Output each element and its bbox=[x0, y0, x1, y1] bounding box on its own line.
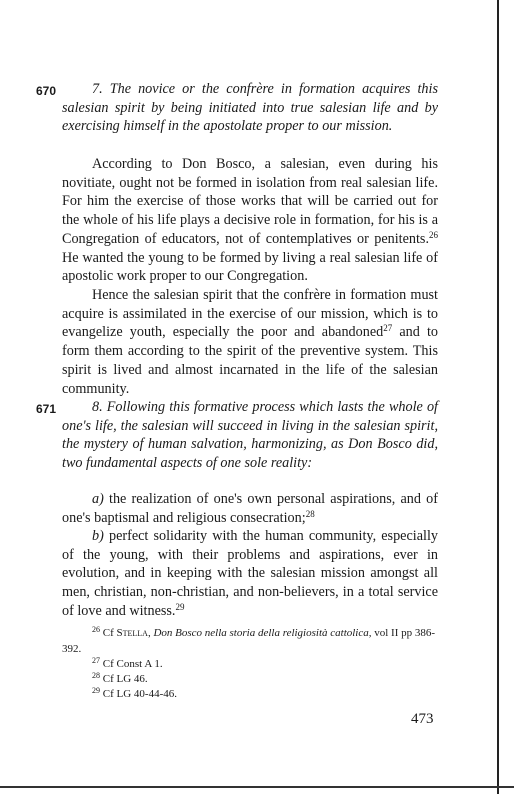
footnote-26: $^{26}$ Cf Stella, Don Bosco nella storia della religiosità cattolica, vol II pp 386-392. bbox=[62, 625, 436, 655]
section-670-paragraph-2: Hence the salesian spirit that the confrère in formation must acquire is assimilated in the exercise of our mission, which is to evangelize youth, especially the poor and abandoned$^{27}$ and to form them according to the spirit of the preventive system. This spirit is lived and almost incarnated in the life of the salesian community. bbox=[62, 287, 438, 397]
footnote-ref-29: 29 bbox=[175, 601, 185, 612]
page-number: 473 bbox=[411, 711, 434, 727]
margin-number-671: 671 bbox=[36, 402, 57, 416]
margin-number-670: 670 bbox=[36, 84, 57, 98]
section-670-paragraph-1: According to Don Bosco, a salesian, even during his novitiate, ought not be formed in isolation from real salesian life. For him the exercise of those works that will be carried out for the whole of his life plays a decisive role in formation, for his is a Congregation of educators, not of contemplatives or penitents.$^{26}$ He wanted the young to be formed by living a real salesian life of apostolic work proper to our Congregation. bbox=[62, 156, 438, 285]
footnote-28: $^{28}$ Cf LG 46. bbox=[92, 671, 148, 685]
footnote-ref-27: 27 bbox=[383, 323, 393, 334]
footnote-29: $^{29}$ Cf LG 40-44-46. bbox=[92, 686, 177, 700]
footnote-ref-28: 28 bbox=[305, 508, 315, 519]
footnote-ref-26: 26 bbox=[429, 229, 438, 240]
list-item-b: b) perfect solidarity with the human community, especially of the young, with their problems and aspirations, ever in evolution, and in keeping with the salesian mission amongst all men, christian, non-christian, and non-believers, in a total service of love and witness.$^{29}$ bbox=[62, 528, 438, 619]
list-item-a: a) the realization of one's own personal aspirations, and of one's baptismal and religious consecration;$^{28}$ bbox=[62, 491, 438, 526]
page-right-edge bbox=[497, 0, 499, 794]
section-671-heading: 8. Following this formative process which lasts the whole of one's life, the salesian will succeed in living in the salesian spirit, the mystery of human salvation, harmonizing, as Don Bosco did, two fundamental aspects of one sole reality: bbox=[62, 399, 438, 472]
footnote-27: $^{27}$ Cf Const A 1. bbox=[92, 656, 163, 670]
page-bottom-edge bbox=[0, 786, 514, 788]
section-670-heading: 7. The novice or the confrère in formation acquires this salesian spirit by being initiated into true salesian life and by exercising himself in the apostolate proper to our mission. bbox=[62, 81, 438, 135]
